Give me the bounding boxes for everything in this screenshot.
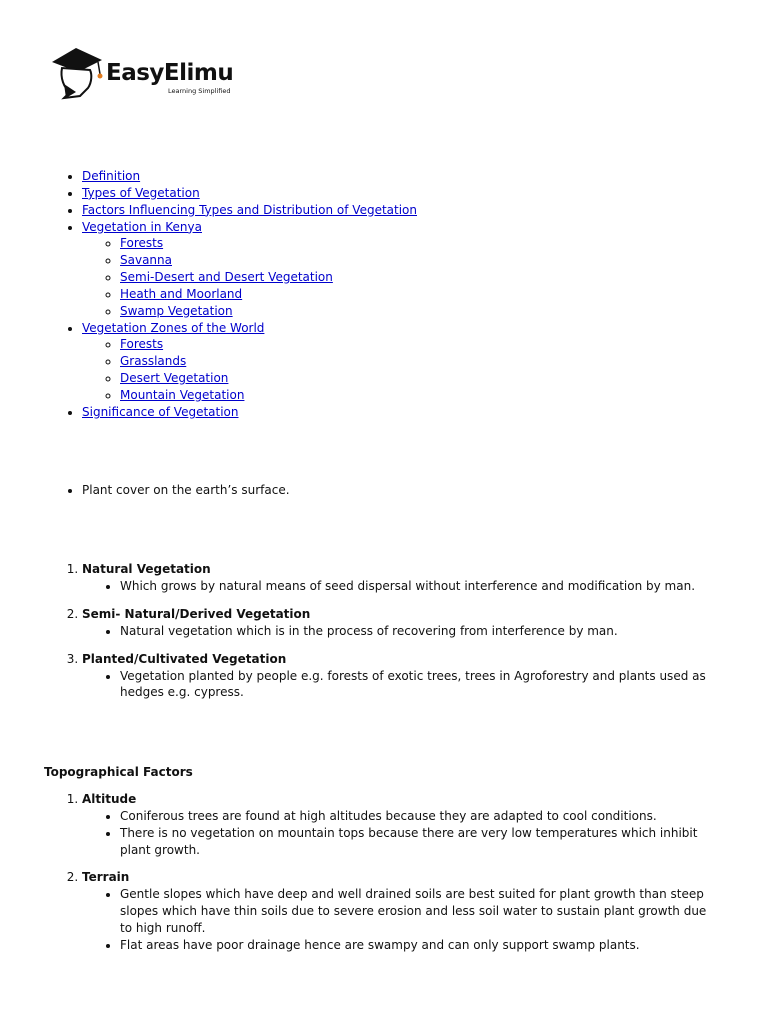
toc-link-vegetation-kenya[interactable]: Vegetation in Kenya [82,219,202,234]
toc-link-types[interactable]: Types of Vegetation [82,185,200,200]
toc-link-kenya-heath[interactable]: Heath and Moorland [120,286,243,301]
toc-link-kenya-swamp[interactable]: Swamp Vegetation [120,303,233,318]
factor-point: • Coniferous trees are found at high altitudes because they are adapted to cool conditions. [120,808,722,825]
toc-subitem [120,387,417,404]
section-heading: Topographical Factors [44,765,193,779]
type-title: Planted/Cultivated Vegetation [82,651,287,666]
factor-point: • There is no vegetation on mountain tops because there are very low temperatures which inhibit plant growth. [120,825,722,859]
toc-item [82,320,417,404]
type-point: • Vegetation planted by people e.g. forests of exotic trees, trees in Agroforestry and plants used as hedges e.g. cypress. [120,668,722,702]
topographical-factors-list [82,791,722,965]
toc-sublist [82,235,417,319]
toc-link-world-desert[interactable]: Desert Vegetation [120,371,229,386]
brand-name: EasyElimu [106,60,234,86]
factor-title: Altitude [82,792,137,806]
toc-item [82,404,417,421]
toc-link-world-forests[interactable]: Forests [120,337,164,352]
type-title: Natural Vegetation [82,562,211,576]
toc-link-significance[interactable]: Significance of Vegetation [82,404,239,419]
factor-points [82,886,722,953]
toc-link-kenya-savanna[interactable]: Savanna [120,253,172,268]
toc-subitem [120,286,417,303]
toc-subitem [120,370,417,387]
toc-item [82,185,417,202]
type-point: • Natural vegetation which is in the process of recovering from interference by man. [120,623,722,640]
type-title: Semi- Natural/Derived Vegetation [82,606,311,621]
toc-subitem [120,269,417,286]
toc-sublist [82,336,417,403]
toc-link-kenya-forests[interactable]: Forests [120,236,164,251]
table-of-contents [82,168,417,421]
toc-link-kenya-desert[interactable]: Semi-Desert and Desert Vegetation [120,270,333,285]
toc-link-factors[interactable]: Factors Influencing Types and Distribution of Vegetation [82,202,417,217]
toc-link-world-mountain[interactable]: Mountain Vegetation [120,387,245,402]
toc-item [82,202,417,219]
list-item [82,606,722,640]
toc-link-world-zones[interactable]: Vegetation Zones of the World [82,320,265,335]
list-item [82,651,722,702]
factor-points [82,808,722,858]
list-item [82,791,722,858]
factor-point: • Gentle slopes which have deep and well drained soils are best suited for plant growth than steep slopes which have thin soils due to severe erosion and less soil water to sustain plant growth due to high runoff. [120,886,722,936]
factor-title: Terrain [82,870,130,885]
toc-link-world-grasslands[interactable]: Grasslands [120,354,187,369]
toc-subitem [120,303,417,320]
toc-subitem [120,336,417,353]
toc-subitem [120,252,417,269]
type-points [82,668,722,702]
definition-text: • Plant cover on the earth’s surface. [82,482,290,499]
graduation-cap-icon [50,44,112,102]
list-item [82,869,722,953]
toc-link-definition[interactable]: Definition [82,169,141,183]
list-item [82,561,722,595]
type-point: • Which grows by natural means of seed dispersal without interference and modification by man. [120,578,722,595]
factor-point: • Flat areas have poor drainage hence are swampy and can only support swamp plants. [120,937,722,954]
toc-item [82,219,417,320]
toc-item [82,168,417,185]
brand-logo[interactable] [50,44,250,102]
toc-subitem [120,353,417,370]
type-points [82,578,722,595]
vegetation-types-list [82,561,722,712]
brand-tagline: Learning Simplified [168,87,231,95]
toc-subitem [120,235,417,252]
definition-list [82,482,290,499]
type-points [82,623,722,640]
